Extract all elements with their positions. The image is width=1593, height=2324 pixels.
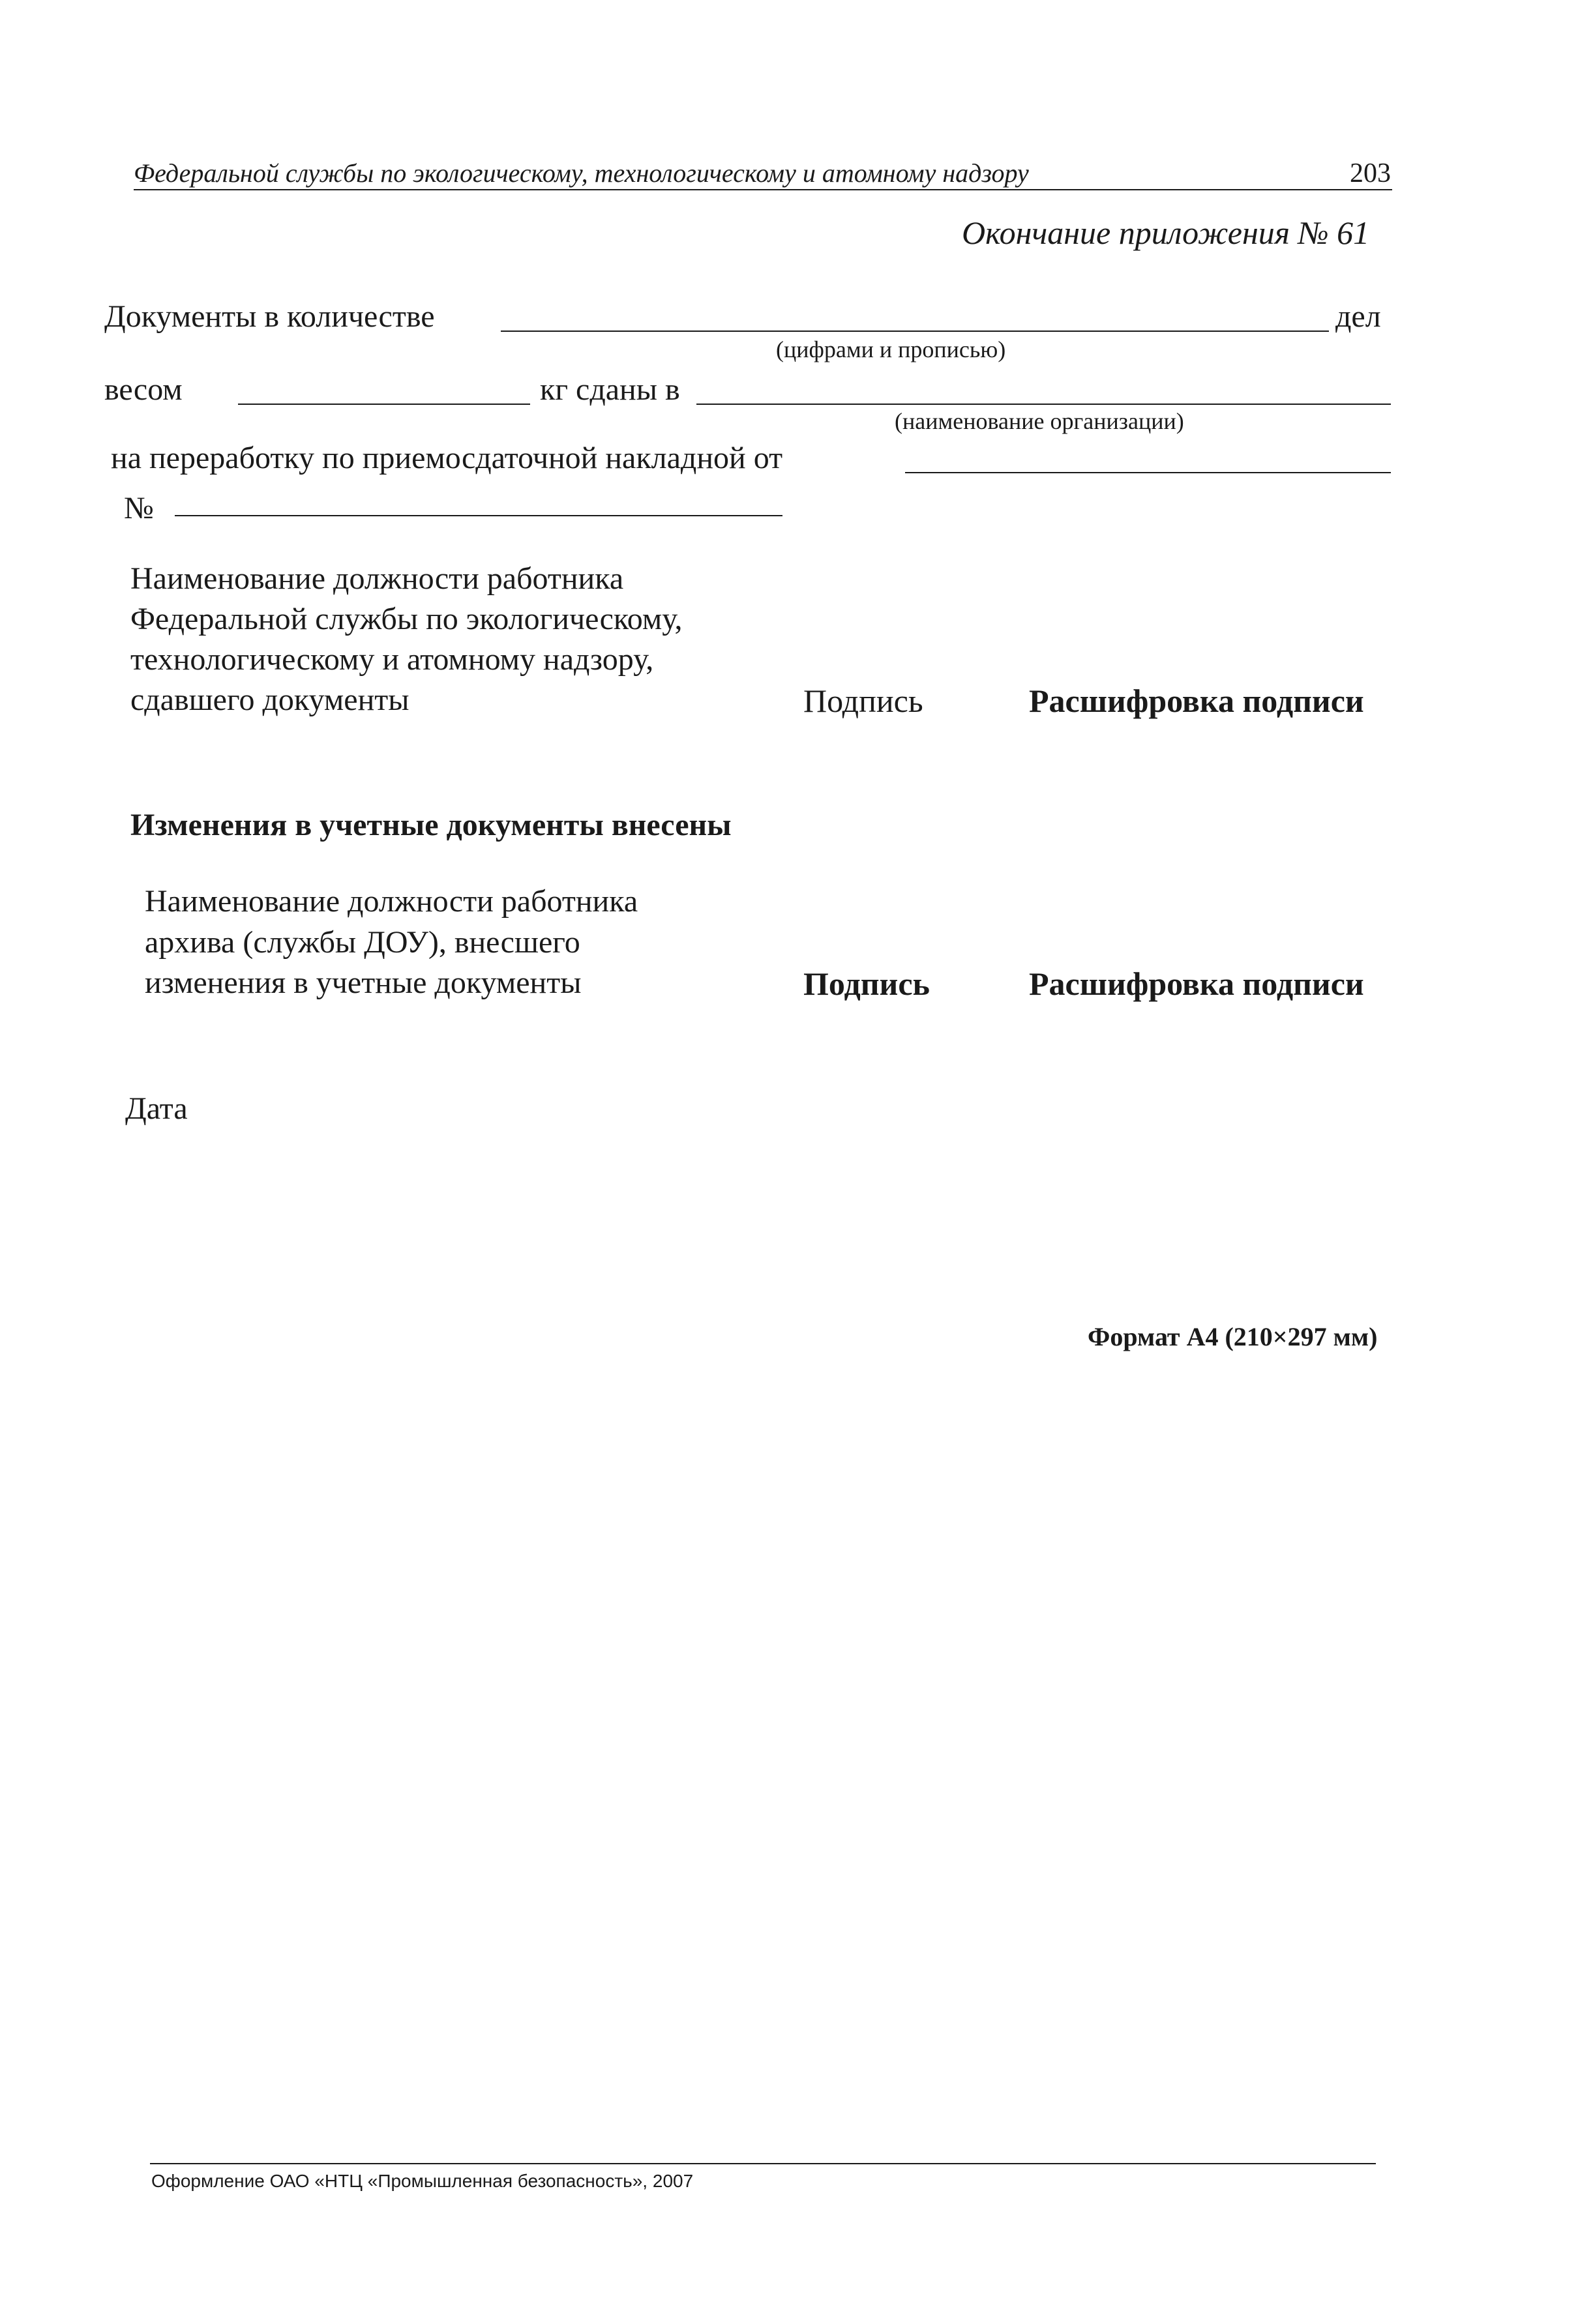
- running-title: Федеральной службы по экологическому, технологическому и атомному надзору: [134, 158, 1029, 188]
- archive-position-line-1: Наименование должности работника: [145, 884, 638, 919]
- appendix-note: Окончание приложения № 61: [962, 214, 1370, 251]
- position-line-1: Наименование должности работника: [130, 561, 624, 596]
- invoice-number-field[interactable]: [175, 515, 782, 516]
- weight-field[interactable]: [238, 404, 530, 405]
- archive-position-line-2: архива (службы ДОУ), внесшего: [145, 925, 580, 960]
- archive-position-line-3: изменения в учетные документы: [145, 965, 582, 1000]
- position-line-3: технологическому и атомному надзору,: [130, 642, 654, 677]
- units-label: дел: [1335, 299, 1381, 334]
- weight-label: весом: [104, 372, 183, 407]
- format-note: Формат А4 (210×297 мм): [1088, 1322, 1378, 1351]
- handed-to-label: кг сданы в: [540, 372, 680, 407]
- invoice-label: на переработку по приемосдаточной накладной от: [111, 441, 783, 475]
- position-line-4: сдавшего документы: [130, 683, 409, 717]
- organization-caption: (наименование организации): [895, 408, 1184, 434]
- documents-count-label: Документы в количестве: [104, 299, 435, 334]
- invoice-date-field[interactable]: [905, 472, 1391, 473]
- signature-label: Подпись: [803, 683, 923, 719]
- date-label: Дата: [125, 1091, 188, 1126]
- changes-note: Изменения в учетные документы внесены: [130, 808, 732, 842]
- footer-rule: [150, 2163, 1376, 2164]
- position-line-2: Федеральной службы по экологическому,: [130, 602, 683, 636]
- header-rule: [134, 189, 1392, 190]
- documents-count-field[interactable]: [501, 331, 1329, 332]
- signature-decode-label: Расшифровка подписи: [1029, 683, 1364, 719]
- documents-count-caption: (цифрами и прописью): [776, 336, 1006, 362]
- organization-field[interactable]: [696, 404, 1391, 405]
- archive-signature-label: Подпись: [803, 965, 930, 1002]
- invoice-number-label: №: [124, 491, 154, 525]
- footer-imprint: Оформление ОАО «НТЦ «Промышленная безопасность», 2007: [151, 2171, 694, 2191]
- page-number: 203: [1350, 158, 1391, 188]
- archive-signature-decode-label: Расшифровка подписи: [1029, 965, 1364, 1002]
